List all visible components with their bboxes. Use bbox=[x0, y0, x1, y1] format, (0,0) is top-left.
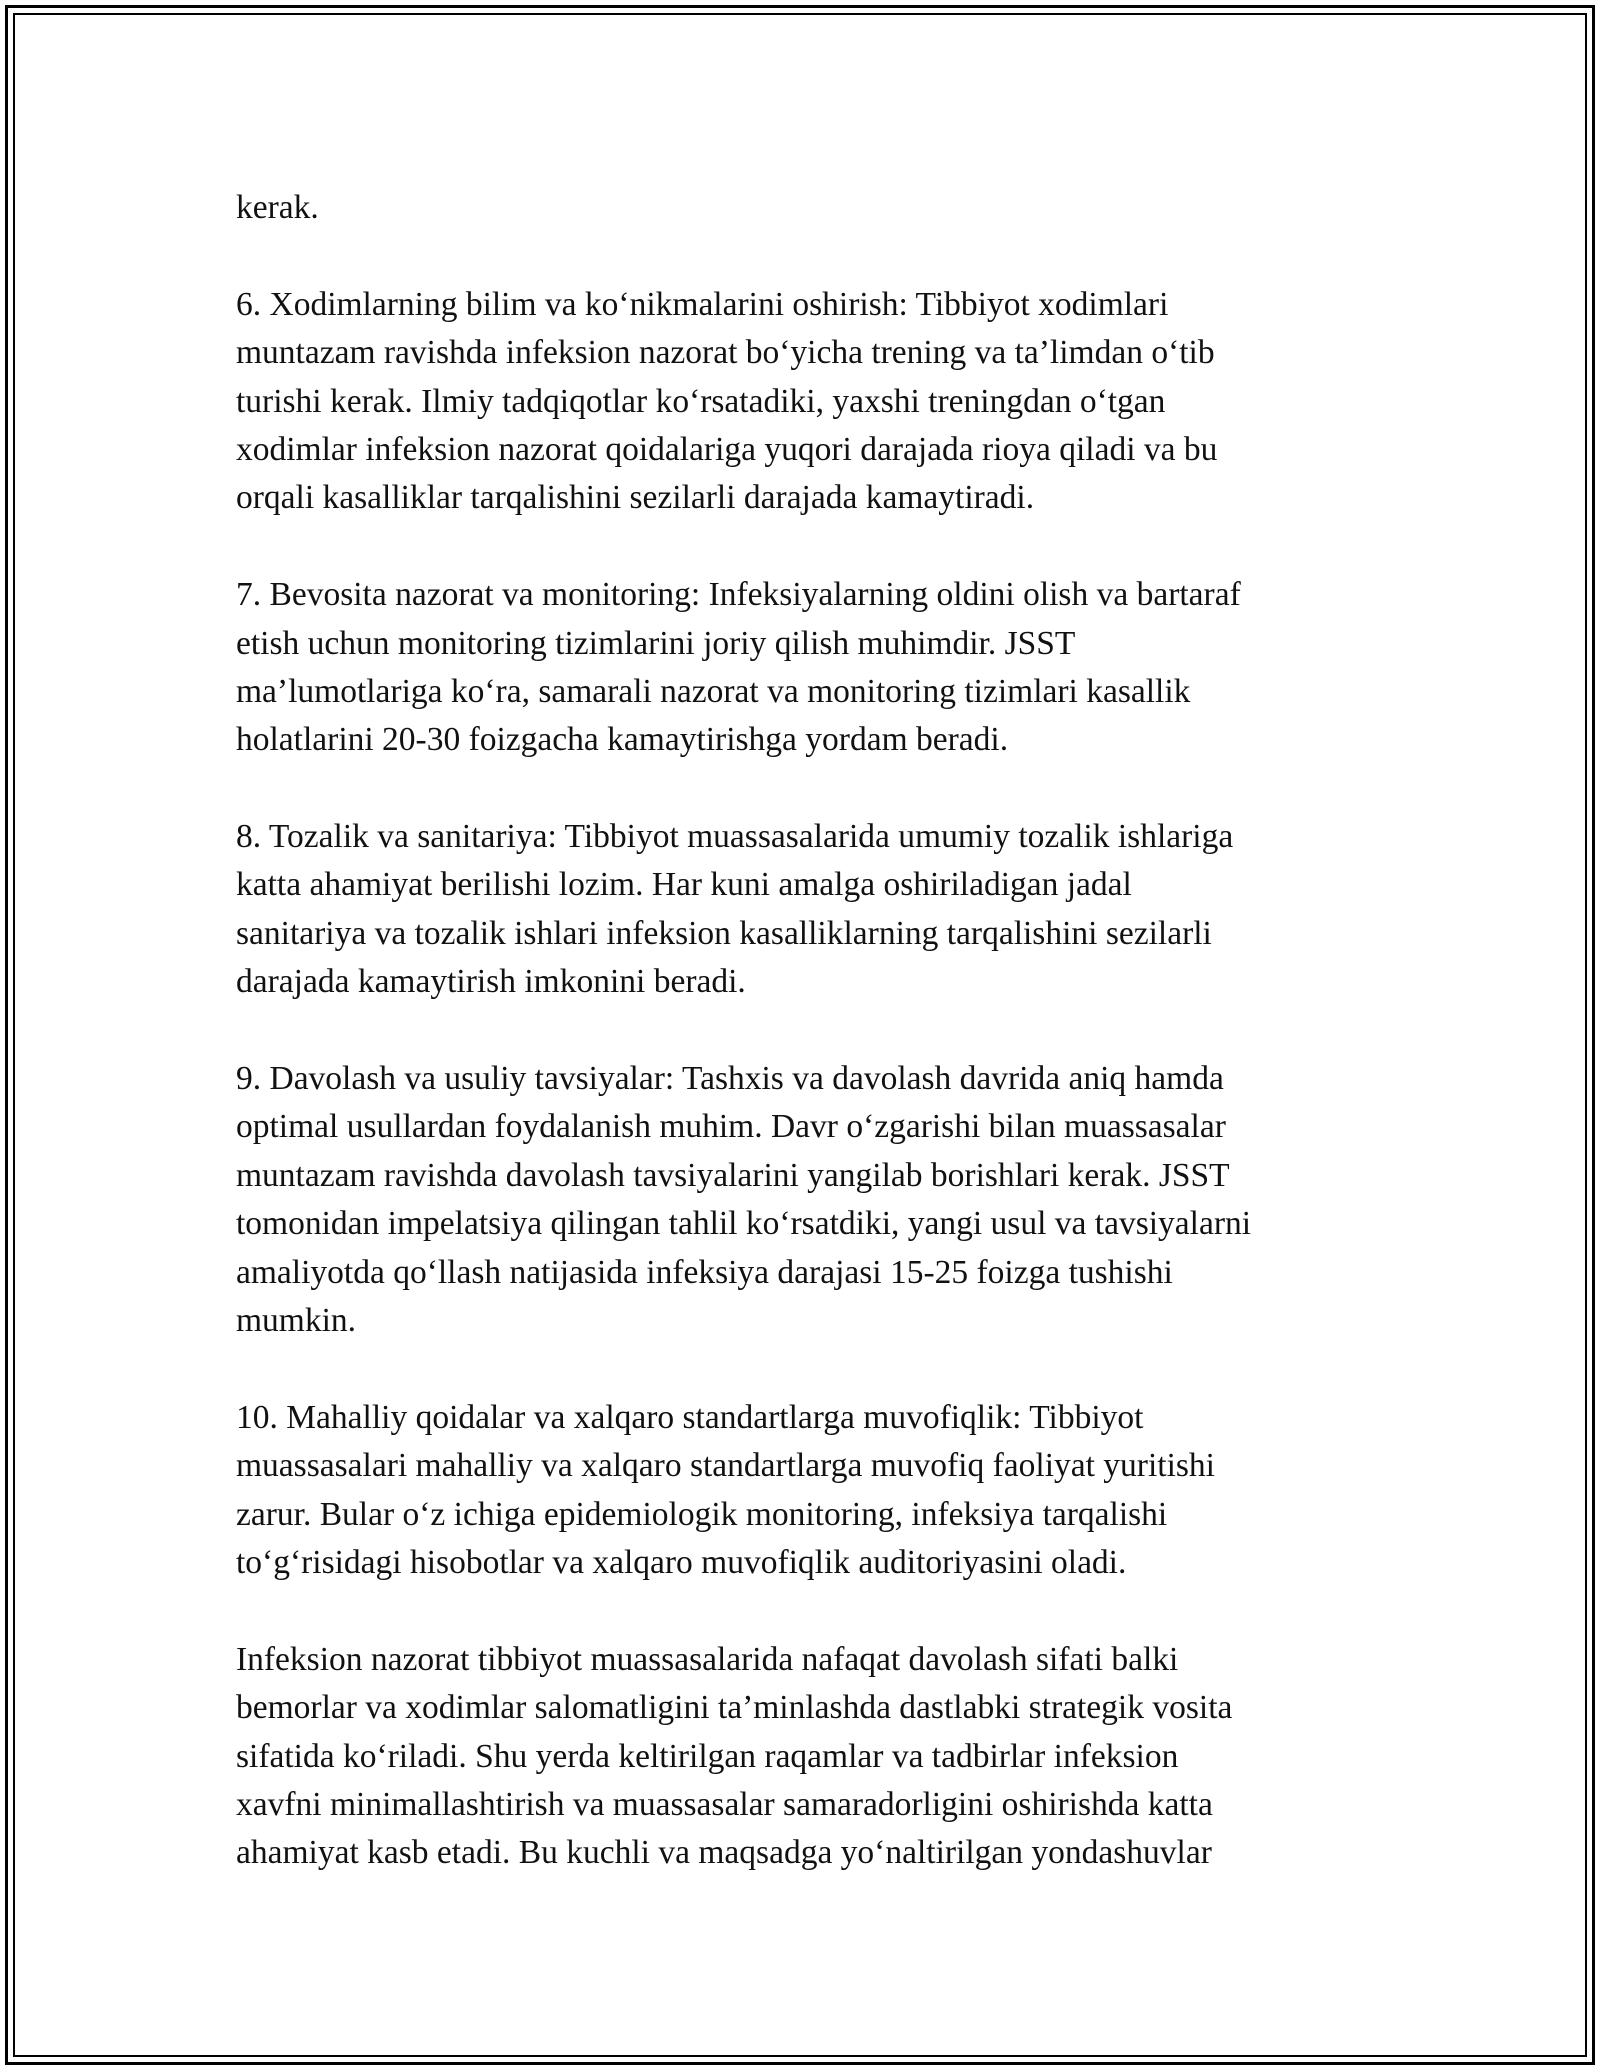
text-line: ma’lumotlariga ko‘ra, samarali nazorat va monitoring tizimlari kasallik bbox=[236, 672, 1191, 710]
paragraph-item-10 bbox=[236, 1394, 1386, 1588]
text-line: 6. Xodimlarning bilim va ko‘nikmalarini oshirish: Tibbiyot xodimlari bbox=[236, 285, 1169, 323]
text-line: mumkin. bbox=[236, 1301, 357, 1339]
text-line: zarur. Bular o‘z ichiga epidemiologik monitoring, infeksiya tarqalishi bbox=[236, 1495, 1168, 1533]
text-line: tomonidan impelatsiya qilingan tahlil ko‘rsatdiki, yangi usul va tavsiyalarni bbox=[236, 1205, 1252, 1243]
text-line: xodimlar infeksion nazorat qoidalariga yuqori darajada rioya qiladi va bu bbox=[236, 430, 1218, 468]
document-body bbox=[236, 184, 1386, 1878]
paragraph-item-8 bbox=[236, 813, 1386, 1007]
paragraph-continuation bbox=[236, 184, 1386, 232]
text-line: muntazam ravishda infeksion nazorat bo‘yicha trening va ta’limdan o‘tib bbox=[236, 334, 1215, 372]
text-line: optimal usullardan foydalanish muhim. Davr o‘zgarishi bilan muassasalar bbox=[236, 1108, 1226, 1146]
text-line: kerak. bbox=[236, 189, 319, 226]
text-line: muassasalari mahalliy va xalqaro standartlarga muvofiq faoliyat yuritishi bbox=[236, 1447, 1215, 1485]
text-line: katta ahamiyat berilishi lozim. Har kuni amalga oshiriladigan jadal bbox=[236, 866, 1132, 904]
text-line: turishi kerak. Ilmiy tadqiqotlar ko‘rsatadiki, yaxshi treningdan o‘tgan bbox=[236, 382, 1166, 420]
text-line: orqali kasalliklar tarqalishini sezilarli darajada kamaytiradi. bbox=[236, 479, 1035, 517]
text-line: to‘g‘risidagi hisobotlar va xalqaro muvofiqlik auditoriyasini oladi. bbox=[236, 1543, 1127, 1581]
text-line: 9. Davolash va usuliy tavsiyalar: Tashxis va davolash davrida aniq hamda bbox=[236, 1060, 1224, 1098]
text-line: muntazam ravishda davolash tavsiyalarini yangilab borishlari kerak. JSST bbox=[236, 1156, 1230, 1194]
text-line: sanitariya va tozalik ishlari infeksion kasalliklarning tarqalishini sezilarli bbox=[236, 914, 1212, 952]
text-line: 10. Mahalliy qoidalar va xalqaro standartlarga muvofiqlik: Tibbiyot bbox=[236, 1398, 1144, 1436]
text-line: 7. Bevosita nazorat va monitoring: Infeksiyalarning oldini olish va bartaraf bbox=[236, 576, 1241, 614]
text-line: 8. Tozalik va sanitariya: Tibbiyot muassasalarida umumiy tozalik ishlariga bbox=[236, 818, 1234, 856]
paragraph-item-6 bbox=[236, 281, 1386, 523]
text-line: sifatida ko‘riladi. Shu yerda keltirilgan raqamlar va tadbirlar infeksion bbox=[236, 1737, 1179, 1775]
paragraph-item-7 bbox=[236, 571, 1386, 765]
paragraph-conclusion bbox=[236, 1636, 1386, 1878]
text-line: holatlarini 20-30 foizgacha kamaytirishga yordam beradi. bbox=[236, 721, 1009, 759]
text-line: darajada kamaytirish imkonini beradi. bbox=[236, 963, 746, 1001]
text-line: amaliyotda qo‘llash natijasida infeksiya darajasi 15-25 foizga tushishi bbox=[236, 1253, 1173, 1291]
text-line: etish uchun monitoring tizimlarini joriy qilish muhimdir. JSST bbox=[236, 624, 1076, 662]
text-line: ahamiyat kasb etadi. Bu kuchli va maqsadga yo‘naltirilgan yondashuvlar bbox=[236, 1834, 1212, 1872]
text-line: bemorlar va xodimlar salomatligini ta’minlashda dastlabki strategik vosita bbox=[236, 1689, 1233, 1727]
paragraph-item-9 bbox=[236, 1055, 1386, 1345]
text-line: xavfni minimallashtirish va muassasalar samaradorligini oshirishda katta bbox=[236, 1785, 1213, 1823]
text-line: Infeksion nazorat tibbiyot muassasalarida nafaqat davolash sifati balki bbox=[236, 1640, 1179, 1678]
